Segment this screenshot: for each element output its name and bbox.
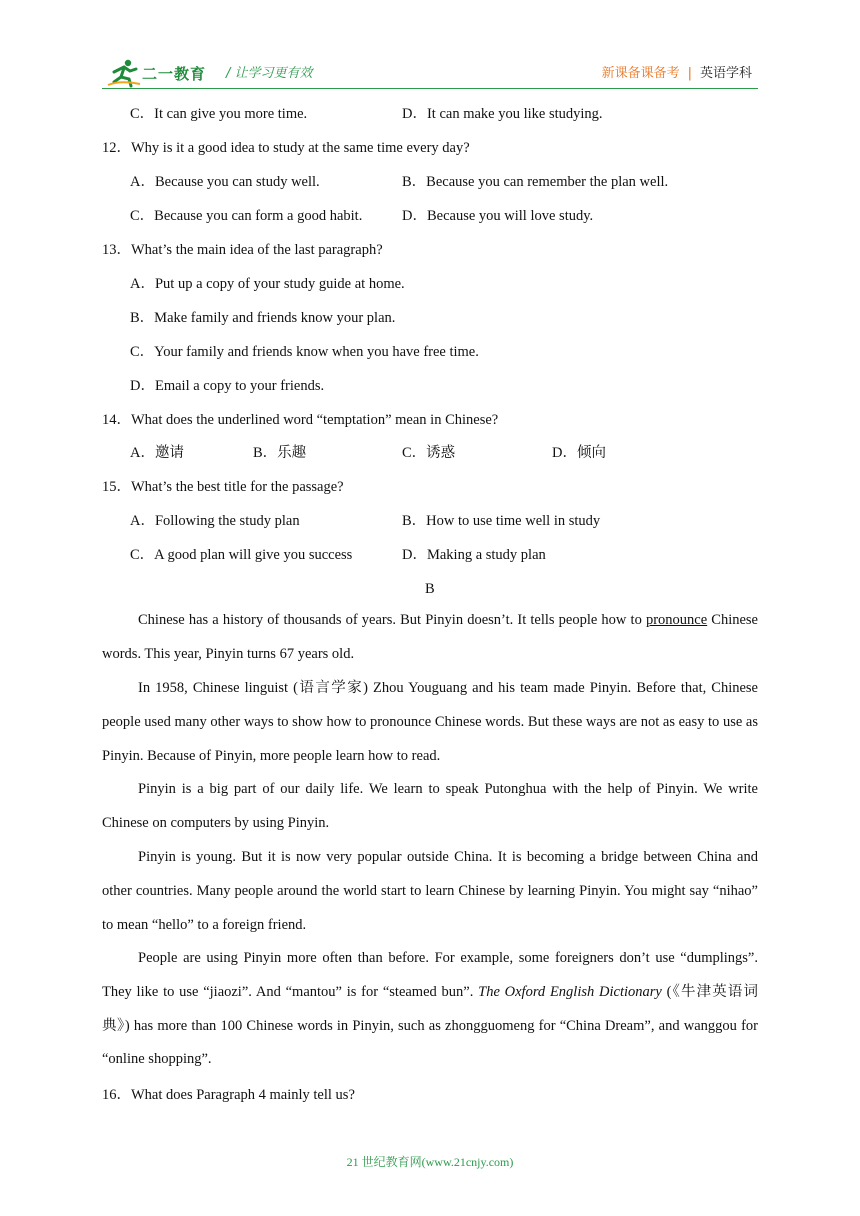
q13-option-b: B．Make family and friends know your plan. xyxy=(130,310,396,326)
q14-stem: 14．What does the underlined word “temptation” mean in Chinese? xyxy=(102,412,499,428)
header-slogan: / 让学习更有效 xyxy=(226,66,313,81)
underlined-word: pronounce xyxy=(645,612,708,628)
header-subject-label: 英语学科 xyxy=(699,66,752,81)
q14-option-a: A．邀请 xyxy=(130,445,184,461)
header-course-label: 新课备课备考 xyxy=(601,66,680,81)
p5-text-b: (《牛津英语词典》) has more than 100 Chinese words in Pinyin, such as zhongguomeng for “China Dream”, and wanggou for “online shopping”. xyxy=(102,983,759,1068)
q12-option-d: D．Because you will love study. xyxy=(402,208,594,224)
q12-option-c: C．Because you can form a good habit. xyxy=(130,208,363,224)
q14-option-c: C．诱惑 xyxy=(402,445,456,461)
q11-option-d: D．It can make you like studying. xyxy=(402,106,603,122)
header-divider xyxy=(102,88,758,89)
p5-text-a: People are using Pinyin more often than before. For example, some foreigners don’t use “dumplings”. They like to use “jiaozi”. And “mantou” is for “steamed bun”. xyxy=(102,950,758,1000)
q15-option-b: B．How to use time well in study xyxy=(402,513,601,529)
page-header xyxy=(0,0,860,90)
passage-paragraph-2: In 1958, Chinese linguist (语言学家) Zhou Youguang and his team made Pinyin. Before that, Chinese people used many other ways to show how to pronounce Chinese words. But these ways are not as easy to use as Pinyin. Because of Pinyin, more people learn how to read. xyxy=(102,680,758,764)
runner-logo-icon xyxy=(106,58,142,88)
passage-paragraph-3: Pinyin is a big part of our daily life. We learn to speak Putonghua with the help of Pinyin. We write Chinese on computers by using Pinyin. xyxy=(102,781,758,831)
logo xyxy=(106,58,210,88)
q15-stem: 15．What’s the best title for the passage? xyxy=(102,479,344,495)
q14-option-d: D．倾向 xyxy=(552,445,606,461)
header-separator: | xyxy=(687,66,692,81)
passage-paragraph-5 xyxy=(102,942,758,1077)
dictionary-title: The Oxford English Dictionary xyxy=(478,983,662,1000)
q13-option-d: D．Email a copy to your friends. xyxy=(130,378,325,394)
q15-option-d: D．Making a study plan xyxy=(402,547,546,563)
q15-option-a: A．Following the study plan xyxy=(130,513,300,529)
passage-paragraph-4: Pinyin is young. But it is now very popular outside China. It is becoming a bridge between China and other countries. Many people around the world start to learn Chinese by learning Pinyin. You might say “nihao” to mean “hello” to a foreign friend. xyxy=(102,849,758,933)
q12-option-a: A．Because you can study well. xyxy=(130,174,320,190)
section-label: B xyxy=(425,581,435,597)
q15-option-c: C．A good plan will give you success xyxy=(130,547,353,563)
q14-option-b: B．乐趣 xyxy=(253,445,307,461)
q13-stem: 13．What’s the main idea of the last paragraph? xyxy=(102,242,383,258)
p1-text-a: Chinese has a history of thousands of years. But Pinyin doesn’t. It tells people how to xyxy=(138,612,646,628)
p1-text-b: Chinese words. This year, Pinyin turns 67 years old. xyxy=(102,612,758,662)
header-right xyxy=(602,62,752,81)
logo-text: 二一教育 xyxy=(142,65,207,83)
q13-option-a: A．Put up a copy of your study guide at home. xyxy=(130,276,405,292)
q12-option-b: B．Because you can remember the plan well. xyxy=(402,174,669,190)
q13-option-c: C．Your family and friends know when you have free time. xyxy=(130,344,479,360)
passage-paragraph-1 xyxy=(102,604,758,672)
page-footer: 21 世纪教育网(www.21cnjy.com) xyxy=(346,1155,514,1169)
q12-stem: 12．Why is it a good idea to study at the same time every day? xyxy=(102,140,470,156)
q11-option-c: C．It can give you more time. xyxy=(130,106,308,122)
q16-stem: 16．What does Paragraph 4 mainly tell us? xyxy=(102,1087,355,1103)
